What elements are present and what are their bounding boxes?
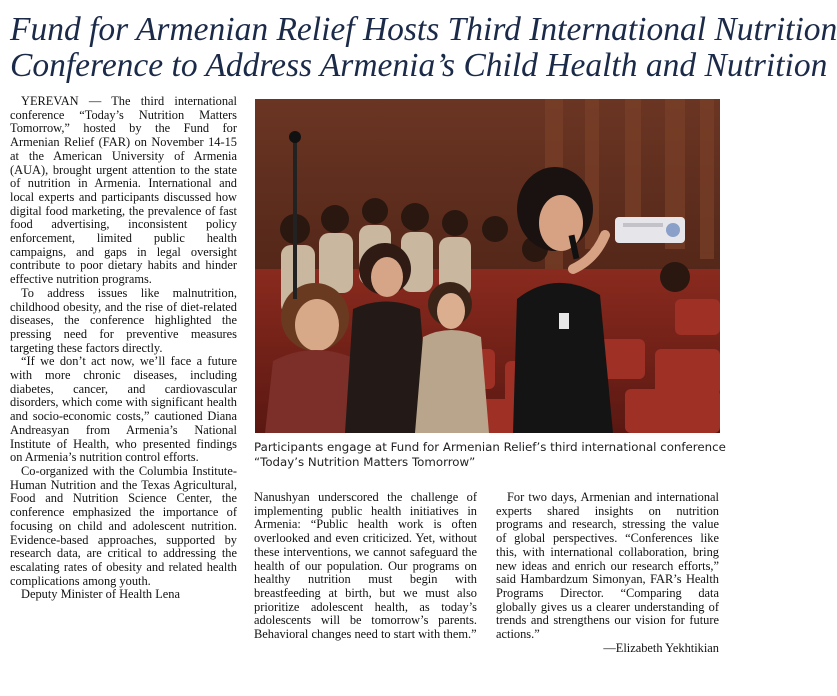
article-column-2 [254, 491, 477, 642]
paragraph-1: YEREVAN — The third international conference “Today’s Nutrition Matters Tomorrow,” hosted by the Fund for Armenian Relief (FAR) on November 14-15 at the American University of Armenia (AUA), brought urgent attention to the state of nutrition in Armenia. International and local experts and participants discussed how digital food marketing, the prevalence of fast food advertising, inconsistent policy enforcement, limited public health campaigns, and gaps in legal oversight contribute to poor dietary habits and hinder effective nutrition programs. [10, 94, 237, 287]
paragraph-2: To address issues like malnutrition, childhood obesity, and the rise of diet-related diseases, the conference highlighted the pressing need for preventive measures targeting these factors directly. [10, 285, 237, 355]
paragraph-4: Co-organized with the Columbia Institute-Human Nutrition and the Texas Agricultural, Food and Nutrition Science Center, the conference emphasized the importance of focusing on child and adolescent nutrition. Evidence-based approaches, supported by research data, are critical to addressing the escalating rates of obesity and related health complications among youth. [10, 463, 237, 588]
caption-line-2: “Today’s Nutrition Matters Tomorrow” [254, 455, 476, 469]
paragraph-6: For two days, Armenian and international experts shared insights on nutrition programs and research, stressing the value of global perspectives. “Conferences like this, with international collaboration, bring new ideas and enrich our research efforts,” said Hambardzum Simonyan, FAR’s Health Programs Director. “Comparing data globally gives us a clearer understanding of trends and strengthens our vision for future actions.” [496, 490, 719, 642]
headline-line-1: Fund for Armenian Relief Hosts Third International Nutrition [10, 11, 837, 48]
paragraph-5-continued: Nanushyan underscored the challenge of implementing public health initiatives in Armenia: “Public health work is often overlooked and even criticized. Yet, without these interventions, we cannot safeguard the health of our population. Our programs on healthy nutrition must begin with breastfeeding at birth, but we must also prioritize adolescent health, as today’s adolescents will be tomorrow’s parents. Behavioral changes need to start with them.” [254, 490, 477, 642]
conference-photo-illustration [255, 99, 720, 433]
photo-caption [254, 440, 729, 470]
caption-line-1: Participants engage at Fund for Armenian Relief’s third international conference [254, 440, 726, 454]
article-column-1 [10, 95, 237, 695]
byline-author: —Elizabeth Yekhtikian [603, 640, 719, 655]
paragraph-3: “If we don’t act now, we’ll face a future with more chronic diseases, including diabetes, cancer, and cardiovascular disorders, which come with significant health and socio-economic costs,” cautioned Diana Andreasyan from Armenia’s National Institute of Health, who presented findings on Armenia’s nutrition control efforts. [10, 354, 237, 465]
headline-line-2: Conference to Address Armenia’s Child Health and Nutrition [10, 47, 828, 84]
article-headline [10, 11, 837, 84]
article-column-3 [496, 491, 719, 655]
conference-photo [255, 99, 720, 433]
paragraph-5-start: Deputy Minister of Health Lena [21, 587, 180, 602]
byline [496, 642, 719, 656]
